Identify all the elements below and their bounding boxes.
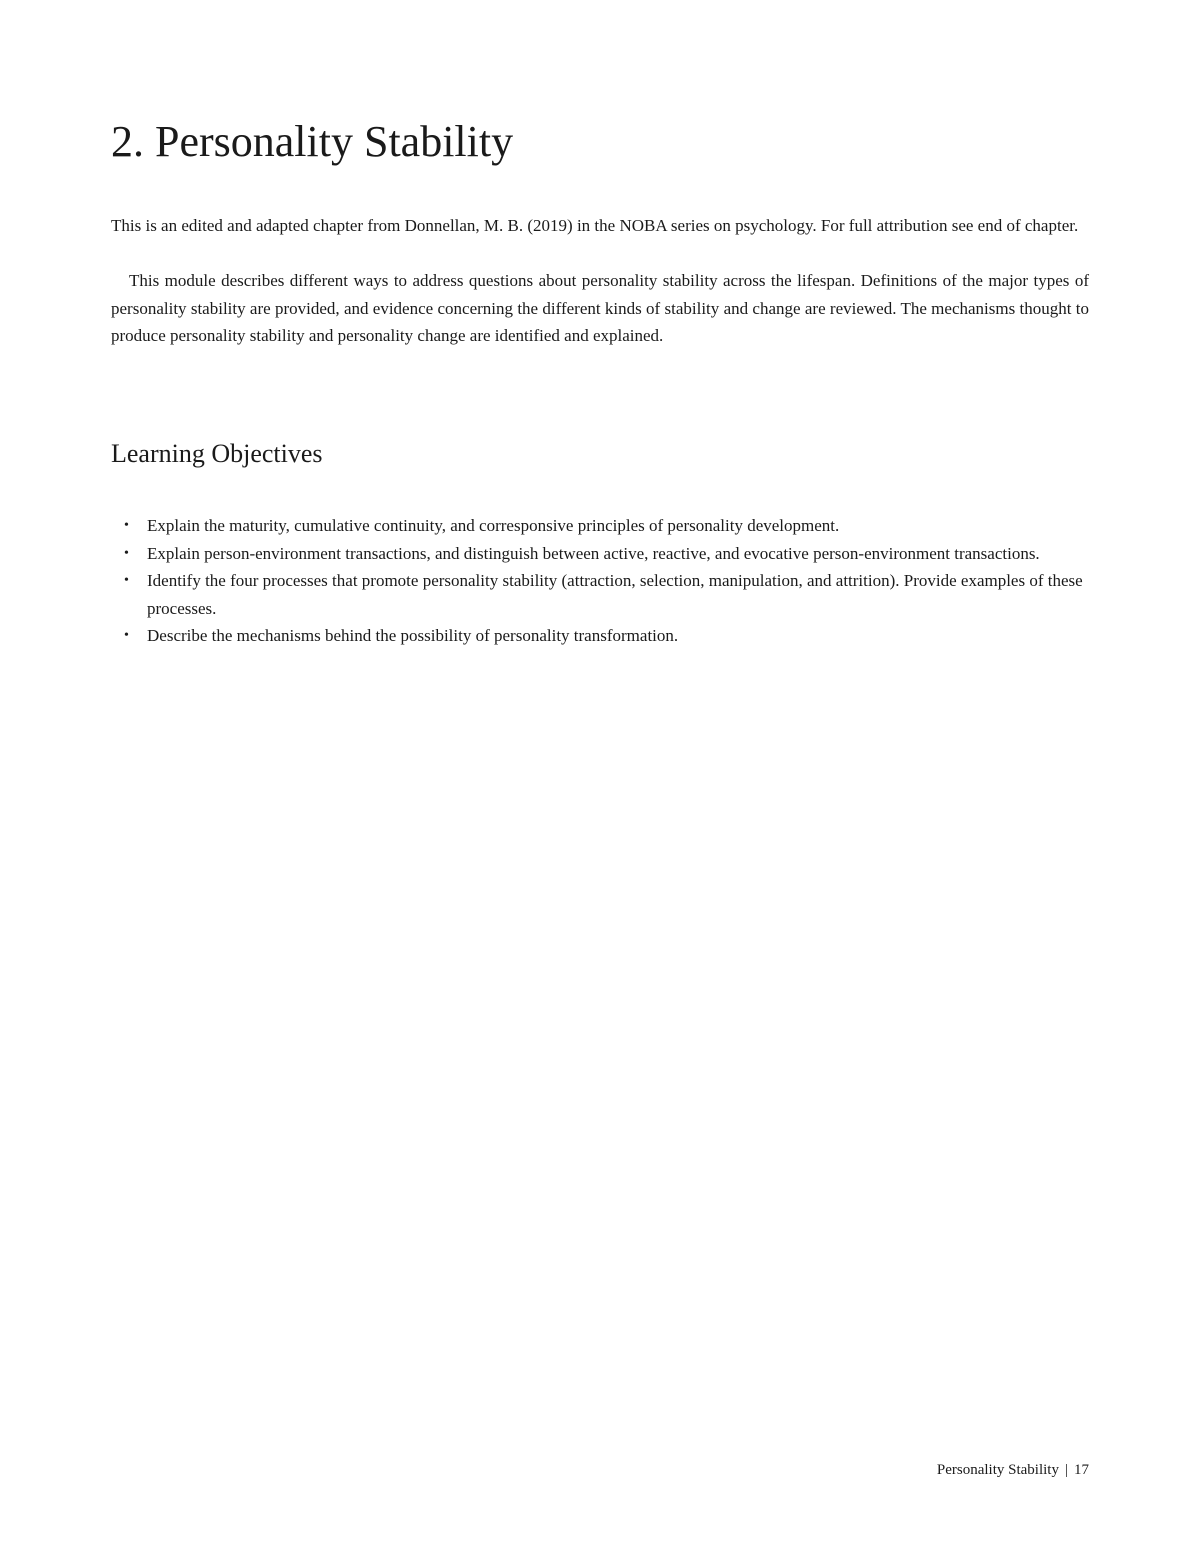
page-number: 17 [1074, 1462, 1089, 1478]
learning-objectives-list [111, 512, 1089, 650]
bullet-icon: • [124, 573, 129, 588]
learning-objectives-heading: Learning Objectives [111, 439, 323, 468]
list-item-text: Explain person-environment transactions, and distinguish between active, reactive, and evocative person-environment transactions. [147, 543, 1040, 563]
bullet-icon: • [124, 518, 129, 533]
bullet-icon: • [124, 628, 129, 643]
summary-paragraph: This module describes different ways to address questions about personality stability across the lifespan. Definitions of the major types of personality stability are provided, and evidence concerning the different kinds of stability and change are reviewed. The mechanisms thought to produce personality stability and personality change are identified and explained. [111, 271, 1089, 345]
list-item-text: Explain the maturity, cumulative continuity, and corresponsive principles of personality development. [147, 516, 840, 535]
list-item [111, 567, 1089, 622]
chapter-title: 2. Personality Stability [111, 117, 514, 166]
list-item [111, 540, 1089, 568]
list-item-text: Identify the four processes that promote personality stability (attraction, selection, manipulation, and attrition). Provide examples of these processes. [147, 571, 1083, 618]
list-item [111, 512, 1089, 540]
page-footer [937, 1459, 1089, 1481]
footer-separator: | [1064, 1462, 1068, 1478]
list-item [111, 622, 1089, 650]
bullet-icon: • [124, 545, 129, 561]
list-item-text: Describe the mechanisms behind the possibility of personality transformation. [147, 626, 679, 645]
attribution-paragraph: This is an edited and adapted chapter from Donnellan, M. B. (2019) in the NOBA series on psychology. For full attribution see end of chapter. [111, 216, 1079, 235]
footer-running-title: Personality Stability [936, 1462, 1059, 1478]
